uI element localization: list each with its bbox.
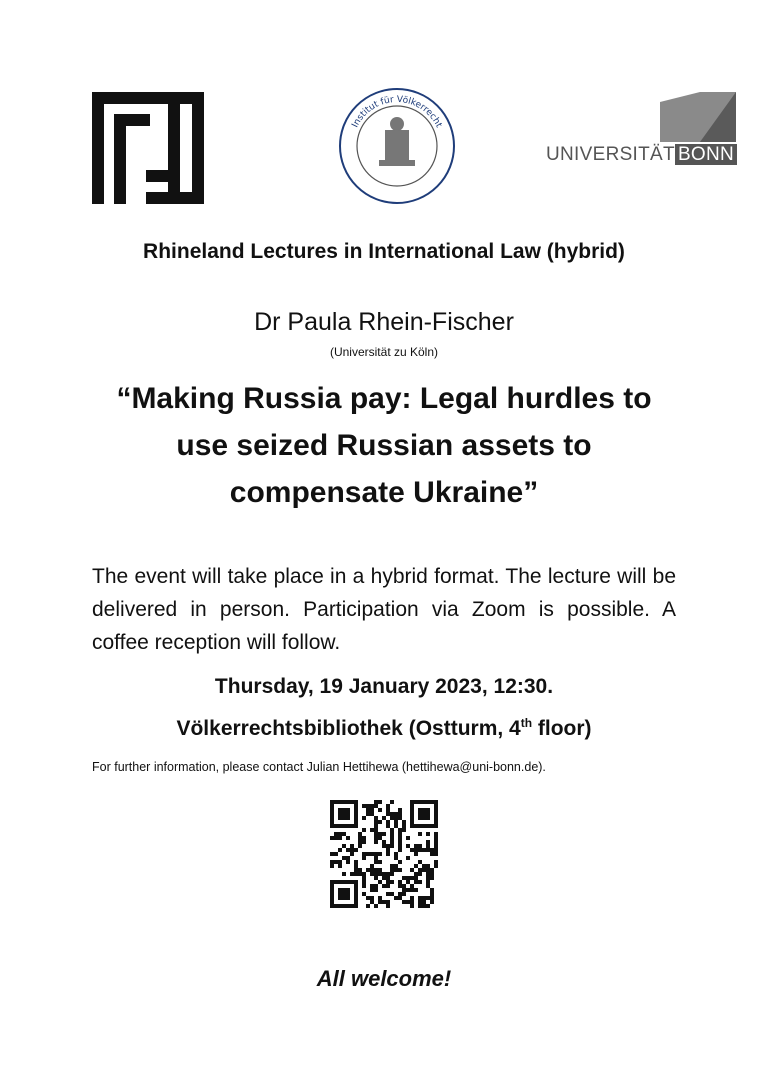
venue-text: Völkerrechtsbibliothek (Ostturm, 4 — [176, 717, 521, 740]
series-title: Rhineland Lectures in International Law (hybrid) — [143, 240, 625, 263]
event-date-time: Thursday, 19 January 2023, 12:30. — [214, 675, 554, 698]
talk-title-line: compensate Ukraine” — [229, 476, 539, 509]
speaker-affiliation: (Universität zu Köln) — [329, 345, 439, 359]
university-name: UNIVERSITÄT — [546, 144, 675, 165]
qr-code-icon[interactable] — [330, 800, 438, 908]
rhineland-lectures-logo — [92, 92, 204, 204]
seal-text: Institut für Völkerrecht — [350, 94, 444, 130]
university-city: BONN — [675, 144, 737, 165]
institute-seal-logo — [337, 86, 457, 206]
bonn-emblem-icon — [660, 92, 736, 142]
event-description: The event will take place in a hybrid format. The lecture will be delivered in person. Participation via Zoom is possible. A coffee reception will follow. — [92, 565, 676, 654]
closing-welcome: All welcome! — [316, 966, 452, 991]
talk-title-line: use seized Russian assets to — [176, 429, 592, 462]
talk-title — [100, 375, 668, 516]
event-venue — [0, 716, 768, 741]
universitaet-bonn-logo — [546, 92, 736, 164]
venue-superscript: th — [520, 716, 533, 730]
venue-text-end: floor) — [532, 717, 592, 740]
contact-info: For further information, please contact Julian Hettihewa (hettihewa@uni-bonn.de). — [92, 760, 546, 774]
university-wordmark — [546, 144, 737, 166]
speaker-name: Dr Paula Rhein-Fischer — [254, 308, 514, 336]
talk-title-line: “Making Russia pay: Legal hurdles to — [116, 382, 652, 415]
